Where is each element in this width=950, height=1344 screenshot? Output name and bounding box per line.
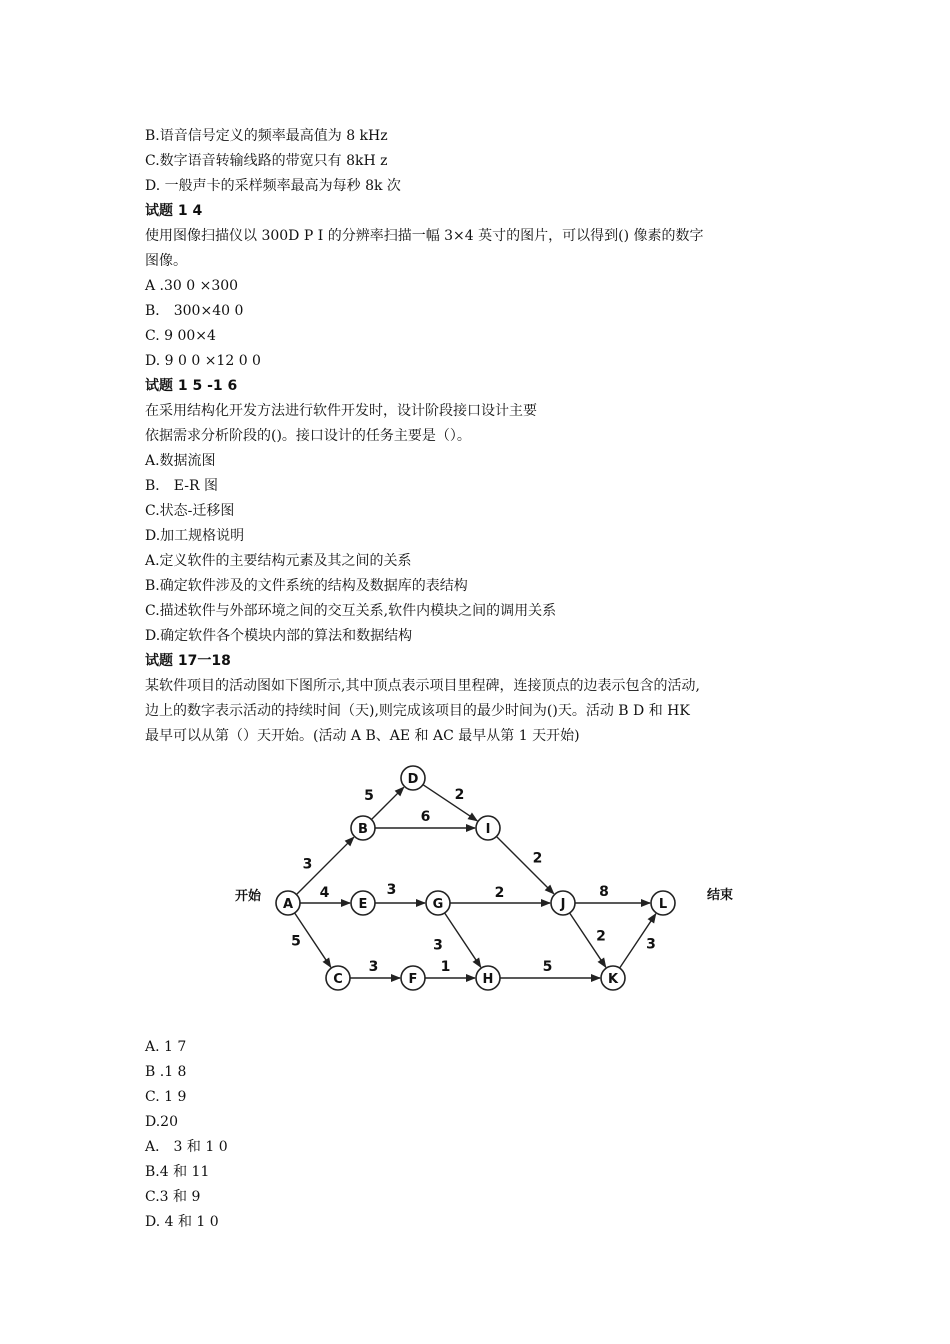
node-G (426, 891, 450, 915)
option-line: A． 3 和 1 0 (145, 1139, 228, 1155)
option-line: B .1 8 (145, 1064, 187, 1080)
edge-weight-J-K: 2 (596, 928, 606, 945)
node-label: D (407, 772, 419, 787)
option-line: D. 9 0 0 ×12 0 0 (145, 353, 261, 369)
edge-weight-J-L: 8 (599, 884, 609, 900)
option-line: D.20 (145, 1114, 178, 1130)
node-K (601, 966, 625, 990)
text-line: C.数字语音转输线路的带宽只有 8kH z (145, 153, 388, 169)
node-label: H (482, 972, 494, 987)
end-label: 结束 (706, 888, 734, 903)
edge-weight-H-K: 5 (542, 959, 553, 975)
document-page (145, 124, 815, 1235)
option-line: C.状态-迁移图 (145, 503, 235, 519)
question-stem: 边上的数字表示活动的持续时间（天),则完成该项目的最少时间为()天。活动 B D 和 HK (145, 703, 690, 719)
edge-weight-D-I: 2 (454, 787, 465, 803)
option-line: D. 4 和 1 0 (145, 1214, 219, 1230)
edge-weight-I-J: 2 (532, 850, 543, 867)
question-stem: 最早可以从第（）天开始。(活动 A B、AE 和 AC 最早从第 1 天开始) (145, 728, 580, 744)
edge-weight-F-H: 1 (440, 959, 451, 975)
question-stem: 某软件项目的活动图如下图所示,其中顶点表示项目里程碑，连接顶点的边表示包含的活动, (145, 678, 700, 694)
node-label: I (485, 822, 491, 837)
question-heading: 试题 1 5 -1 6 (145, 378, 238, 394)
node-F (401, 966, 425, 990)
option-line: B.确定软件涉及的文件系统的结构及数据库的表结构 (145, 578, 468, 594)
start-label: 开始 (234, 889, 262, 904)
node-label: E (358, 897, 368, 912)
option-line: C.描述软件与外部环境之间的交互关系,软件内模块之间的调用关系 (145, 603, 557, 619)
option-line: D.确定软件各个模块内部的算法和数据结构 (145, 628, 413, 644)
node-B (351, 816, 375, 840)
node-J (551, 891, 575, 915)
node-D (401, 766, 425, 790)
edge-weight-G-H: 3 (433, 937, 443, 954)
question-heading: 试题 1 4 (145, 203, 203, 219)
edge-weight-A-B: 3 (302, 856, 313, 873)
text-line: D. 一般声卡的采样频率最高为每秒 8k 次 (145, 178, 401, 194)
edge-B-D (371, 787, 403, 819)
node-label: F (408, 972, 418, 987)
node-label: L (658, 897, 668, 912)
option-line: D.加工规格说明 (145, 528, 245, 544)
edge-I-J (496, 836, 553, 893)
node-label: G (432, 897, 444, 912)
option-line: A .30 0 ×300 (145, 278, 239, 294)
option-line: A.数据流图 (145, 453, 216, 469)
edge-weight-B-I: 6 (420, 809, 431, 825)
node-label: A (282, 897, 294, 912)
option-line: C. 1 9 (145, 1089, 187, 1105)
option-line: B． 300×40 0 (145, 303, 244, 319)
question-stem: 图像。 (145, 253, 187, 269)
edge-weight-G-J: 2 (494, 885, 505, 901)
question-stem: 在采用结构化开发方法进行软件开发时，设计阶段接口设计主要 (145, 403, 537, 419)
node-L (651, 891, 675, 915)
option-line: B.4 和 11 (145, 1164, 210, 1180)
node-label: B (358, 822, 368, 837)
question-stem: 依据需求分析阶段的()。接口设计的任务主要是（）。 (145, 428, 471, 444)
node-label: K (607, 972, 619, 987)
option-line: B． E-R 图 (145, 478, 218, 494)
option-line: C.3 和 9 (145, 1189, 201, 1205)
option-line: A.定义软件的主要结构元素及其之间的关系 (145, 553, 412, 569)
activity-network-diagram (180, 755, 760, 1025)
node-E (351, 891, 375, 915)
edge-weight-A-C: 5 (291, 933, 301, 950)
option-line: C. 9 00×4 (145, 328, 216, 344)
edge-weight-A-E: 4 (319, 885, 330, 901)
node-H (476, 966, 500, 990)
edge-weight-E-G: 3 (386, 882, 397, 898)
text-line: B.语音信号定义的频率最高值为 8 kHz (145, 128, 388, 144)
node-label: J (560, 897, 566, 912)
question-heading: 试题 17一18 (145, 653, 231, 669)
node-C (326, 966, 350, 990)
edge-weight-C-F: 3 (368, 959, 379, 975)
question-stem: 使用图像扫描仪以 300D P I 的分辨率扫描一幅 3×4 英寸的图片，可以得到() 像素的数字 (145, 228, 704, 244)
node-I (476, 816, 500, 840)
edge-D-I (423, 785, 477, 821)
edge-weight-B-D: 5 (364, 788, 374, 804)
node-label: C (333, 972, 343, 987)
node-A (276, 891, 300, 915)
edge-weight-K-L: 3 (646, 936, 656, 953)
option-line: A. 1 7 (145, 1039, 187, 1055)
